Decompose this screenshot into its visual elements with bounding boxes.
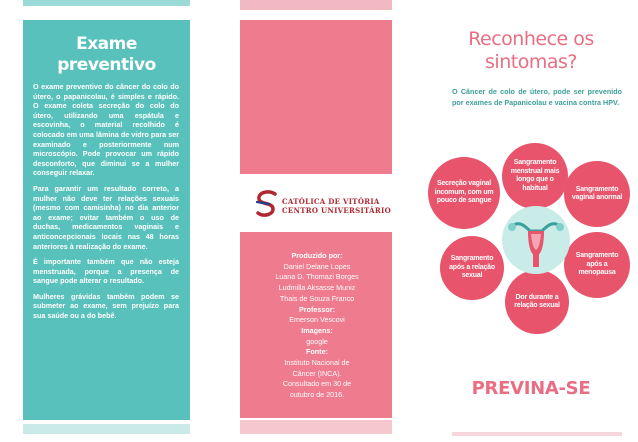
prevent-footer: PREVINA-SE <box>471 378 591 399</box>
logo-line1: CATÓLICA DE VITÓRIA <box>282 197 380 206</box>
logo-line2: CENTRO UNIVERSITÁRIO <box>282 206 392 215</box>
symptom-label: Dor durante a relação sexual <box>514 293 560 309</box>
exam-title <box>23 34 190 76</box>
images-label: Imagens: <box>301 325 333 335</box>
author: Daniel Delane Lopes <box>283 261 351 271</box>
right-panel <box>424 0 638 442</box>
symptom-label: Sangramento após a menopausa <box>575 252 619 277</box>
author: Thais de Souza Franco <box>279 293 355 303</box>
catolica-logo-icon <box>255 190 279 218</box>
intro-text: O Câncer de colo de útero, pode ser prevenido por exames de Papanicolau e vacina contra HPV. <box>452 87 622 107</box>
exam-paragraph: O exame preventivo do câncer do colo do útero, o papanicolau, é simples e rápido. O exame coleta secreção do colo do útero, utilizando uma espátula e escovinha, o material recolhido é colocado em uma lâmina de vidro para ser examinado e posteriormente num microscópio. Pode provocar um rápido desconforto, que diminui se a mulher conseguir relaxar. <box>33 82 179 178</box>
left-panel <box>0 0 212 442</box>
exam-body <box>33 82 179 327</box>
symptoms-title <box>424 28 638 74</box>
author: Luana D. Thomazi Borges <box>275 272 359 282</box>
middle-panel <box>212 0 424 442</box>
images-source: google <box>306 336 328 346</box>
symptom-bubble <box>440 236 504 300</box>
source-line: Instituto Nacional de <box>284 358 350 368</box>
symptom-bubble <box>502 143 568 209</box>
exam-paragraph: Para garantir um resultado correto, a mulher não deve ter relações sexuais (mesmo com camisinha) no dia anterior ao exame; evitar também o uso de duchas, medicamentos vaginais e anticoncepcionais locais nas 48 horas anteriores à realização do exame. <box>33 183 179 251</box>
source-line: Câncer (INCA). <box>292 368 342 378</box>
professor-label: Professor: <box>299 304 335 314</box>
symptom-label: Sangramento após a relação sexual <box>449 255 495 280</box>
produced-by-label: Produzido por: <box>291 251 343 260</box>
symptoms-title-line2: sintomas? <box>485 51 577 73</box>
top-strip <box>240 0 392 10</box>
bottom-strip <box>452 432 622 436</box>
uterus-icon <box>500 205 572 275</box>
bottom-strip <box>23 424 190 434</box>
source-line: Consultado em 30 de <box>282 379 352 389</box>
source-label: Fonte: <box>306 347 328 357</box>
professor-name: Emerson Vescovi <box>289 315 345 325</box>
exam-title-line2: preventivo <box>57 55 156 75</box>
symptom-label: Secreção vaginal incomum, com um pouco de sangue <box>434 180 494 205</box>
top-strip <box>23 0 190 6</box>
symptom-label: Sangramento vaginal anormal <box>571 185 623 201</box>
exam-paragraph: Mulheres grávidas também podem se submeter ao exame, sem prejuízo para sua saúde ou a do bebê. <box>33 291 179 321</box>
symptom-bubble <box>564 161 630 227</box>
symptom-label: Sangramento menstrual mais longo que o habitual <box>510 159 560 192</box>
logo-text <box>282 197 392 215</box>
author: Ludmilla Aksasse Muniz <box>278 283 356 293</box>
symptom-bubble <box>505 270 569 334</box>
exam-paragraph: É importante também que não esteja menstruada, porque a presença de sangue pode alterar o resultado. <box>33 257 179 286</box>
exam-title-line1: Exame <box>76 34 137 54</box>
source-line: outubro de 2016. <box>289 390 345 400</box>
symptom-bubble <box>428 157 500 229</box>
symptom-bubble <box>564 232 630 298</box>
credits <box>270 251 364 401</box>
symptoms-title-line1: Reconhece os <box>468 28 594 50</box>
bottom-strip <box>240 420 392 434</box>
